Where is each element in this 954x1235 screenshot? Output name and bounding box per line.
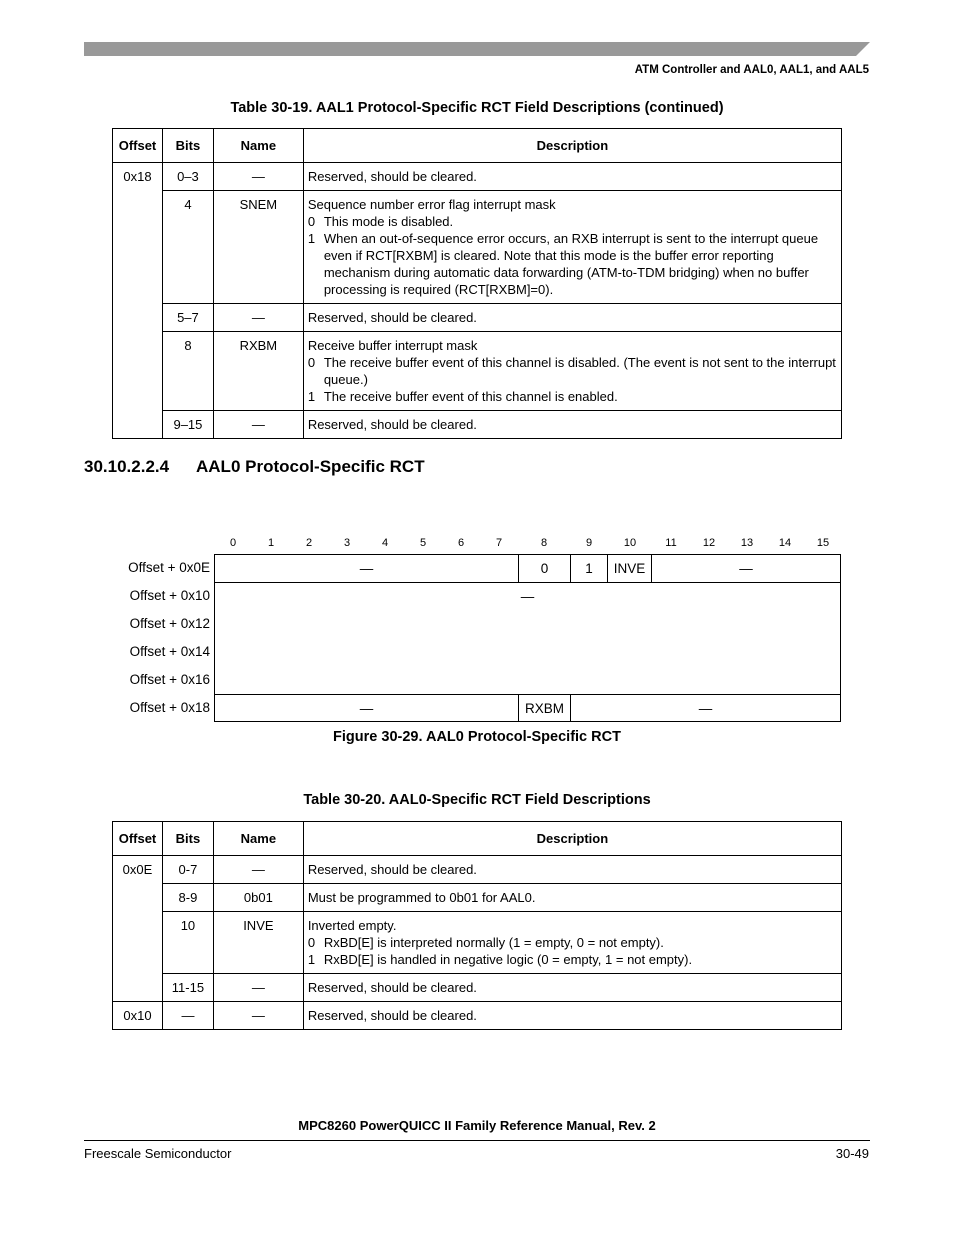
bits-cell: 11-15 [162, 974, 213, 1002]
table-row [113, 974, 842, 1002]
inve-field: INVE [613, 561, 646, 576]
value-text: This mode is disabled. [323, 214, 454, 229]
description-cell: Must be programmed to 0b01 for AAL0. [303, 884, 841, 912]
description-cell: Reserved, should be cleared. [303, 856, 841, 884]
section-heading [84, 457, 425, 477]
name-cell: — [213, 974, 303, 1002]
table1-header-row [113, 129, 842, 163]
name-cell: — [213, 1002, 303, 1030]
register-diagram [214, 554, 841, 722]
table-row [113, 163, 842, 191]
value-text: The receive buffer event of this channel is disabled. (The event is not sent to the interrupt queue.) [323, 355, 836, 387]
value-code: 1 [307, 231, 316, 246]
bit-number: 2 [305, 537, 313, 549]
description-cell: Reserved, should be cleared. [303, 1002, 841, 1030]
name-cell: INVE [213, 912, 303, 974]
header-bar [84, 42, 870, 56]
register-row-label: Offset + 0x10 [129, 588, 210, 603]
col-header-offset: Offset [113, 129, 163, 163]
description-cell: Reserved, should be cleared. [303, 304, 841, 332]
name-cell: — [213, 304, 303, 332]
table2-header-row [113, 822, 842, 856]
reserved-field: — [698, 701, 713, 716]
register-row-label: Offset + 0x14 [129, 644, 210, 659]
name-cell: — [213, 163, 303, 191]
bit9-field: 1 [585, 561, 593, 576]
figure-caption: Figure 30-29. AAL0 Protocol-Specific RCT [333, 729, 621, 745]
bit-number: 11 [665, 537, 677, 549]
col-header-description: Description [303, 822, 841, 856]
section-number: 30.10.2.2.4 [84, 457, 170, 476]
description-text: Inverted empty. [307, 918, 397, 933]
description-cell [303, 332, 841, 411]
value-code: 0 [307, 355, 316, 370]
page-number: 30-49 [835, 1146, 869, 1161]
value-text: RxBD[E] is handled in negative logic (0 = empty, 1 = not empty). [323, 952, 693, 967]
bits-cell: 4 [162, 191, 213, 304]
table2 [112, 821, 842, 1030]
manual-title: MPC8260 PowerQUICC II Family Reference Manual, Rev. 2 [298, 1118, 656, 1133]
bit-number: 14 [778, 537, 792, 549]
register-row-label: Offset + 0x16 [129, 672, 210, 687]
bits-cell: 8-9 [162, 884, 213, 912]
table-row [113, 856, 842, 884]
bit-number: 4 [381, 537, 389, 549]
description-cell [303, 191, 841, 304]
offset-cell: 0x0E [113, 856, 163, 1002]
col-header-name: Name [213, 822, 303, 856]
reserved-field: — [359, 701, 374, 716]
offset-cell: 0x10 [113, 1002, 163, 1030]
name-cell: SNEM [213, 191, 303, 304]
bit-number: 7 [495, 537, 503, 549]
table-row [113, 884, 842, 912]
bits-cell: 8 [162, 332, 213, 411]
offset-cell: 0x18 [113, 163, 163, 439]
register-row-label: Offset + 0x0E [128, 560, 210, 575]
value-code: 0 [307, 935, 316, 950]
description-text: Sequence number error flag interrupt mask [307, 197, 556, 212]
col-header-offset: Offset [113, 822, 163, 856]
value-text: When an out-of-sequence error occurs, an RXB interrupt is sent to the interrupt queue even if RCT[RXBM] is cleared. Note that this mode is the buffer error reporting mechanism during automatic data forwarding (ATM-to-TDM bridging) when no buffer processing is required (RCT[RXBM]=0). [323, 231, 819, 297]
footer-rule [84, 1140, 870, 1141]
table-row [113, 191, 842, 304]
value-item [307, 230, 837, 298]
value-code: 0 [307, 214, 316, 229]
description-text: Receive buffer interrupt mask [307, 338, 478, 353]
description-cell: Reserved, should be cleared. [303, 411, 841, 439]
value-code: 1 [307, 389, 316, 404]
reserved-field: — [739, 561, 753, 576]
reserved-field: — [359, 561, 374, 576]
register-row-label: Offset + 0x12 [129, 616, 210, 631]
value-text: The receive buffer event of this channel is enabled. [323, 389, 618, 404]
bit-number: 15 [816, 537, 830, 549]
value-item [307, 951, 837, 968]
table-row [113, 1002, 842, 1030]
bit8-field: 0 [540, 561, 549, 576]
bits-cell: 5–7 [162, 304, 213, 332]
value-item [307, 354, 837, 388]
value-item [307, 388, 837, 405]
running-header: ATM Controller and AAL0, AAL1, and AAL5 [634, 64, 869, 76]
name-cell: — [213, 411, 303, 439]
bit-number: 5 [419, 537, 427, 549]
bits-cell: — [162, 1002, 213, 1030]
description-cell: Reserved, should be cleared. [303, 163, 841, 191]
value-text: RxBD[E] is interpreted normally (1 = empty, 0 = not empty). [323, 935, 664, 950]
bit-number: 1 [267, 537, 275, 549]
col-header-description: Description [303, 129, 841, 163]
bit-number: 13 [740, 537, 754, 549]
bit-number: 9 [585, 537, 593, 549]
section-title: AAL0 Protocol-Specific RCT [196, 457, 425, 476]
col-header-bits: Bits [162, 822, 213, 856]
value-item [307, 934, 837, 951]
value-item [307, 213, 837, 230]
name-cell: 0b01 [213, 884, 303, 912]
name-cell: — [213, 856, 303, 884]
col-header-bits: Bits [162, 129, 213, 163]
description-cell [303, 912, 841, 974]
bits-cell: 9–15 [162, 411, 213, 439]
reserved-field: — [520, 589, 535, 604]
bit-number: 12 [702, 537, 716, 549]
table2-caption: Table 30-20. AAL0-Specific RCT Field Descriptions [303, 792, 651, 808]
register-row-label: Offset + 0x18 [129, 700, 210, 715]
bit-number: 10 [623, 537, 637, 549]
table1 [112, 128, 842, 439]
description-cell: Reserved, should be cleared. [303, 974, 841, 1002]
value-code: 1 [307, 952, 316, 967]
name-cell: RXBM [213, 332, 303, 411]
bits-cell: 10 [162, 912, 213, 974]
col-header-name: Name [213, 129, 303, 163]
table-row [113, 411, 842, 439]
table1-caption: Table 30-19. AAL1 Protocol-Specific RCT Field Descriptions (continued) [230, 100, 724, 116]
bit-number: 3 [343, 537, 351, 549]
bit-number: 8 [540, 537, 548, 549]
table-row [113, 304, 842, 332]
table-row [113, 912, 842, 974]
bits-cell: 0–3 [162, 163, 213, 191]
bit-number: 6 [457, 537, 465, 549]
rxbm-field: RXBM [524, 701, 564, 716]
bits-cell: 0-7 [162, 856, 213, 884]
company-name: Freescale Semiconductor [84, 1146, 232, 1161]
table-row [113, 332, 842, 411]
bit-number: 0 [229, 537, 237, 549]
